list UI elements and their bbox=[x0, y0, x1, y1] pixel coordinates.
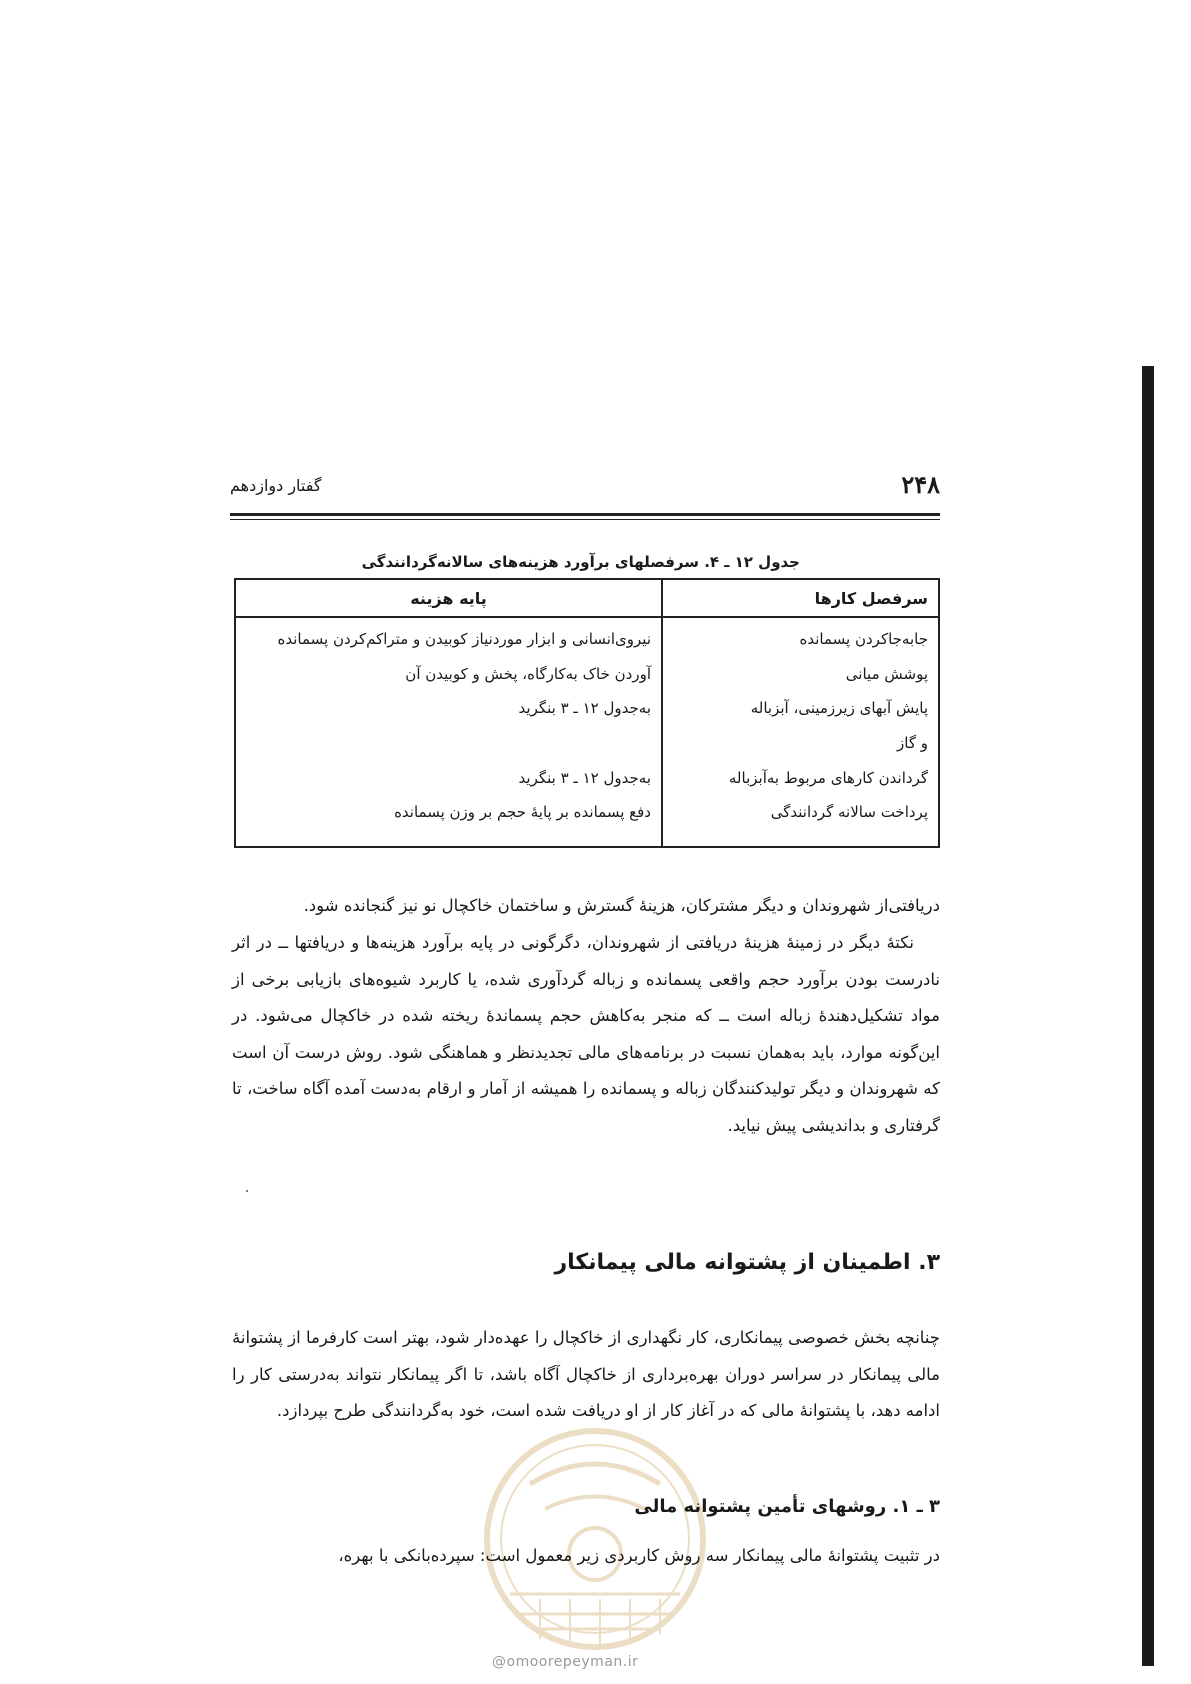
table-cell: جابه‌جاکردن پسمانده bbox=[799, 630, 928, 648]
basis-column-cell bbox=[235, 617, 662, 847]
column-header-item: سرفصل کارها bbox=[662, 579, 939, 617]
table-cell: نیروی‌انسانی و ابزار موردنیاز کوبیدن و متراکم‌کردن پسمانده bbox=[277, 630, 651, 648]
table-cell: به‌جدول ۱۲ ـ ۳ بنگرید bbox=[518, 699, 651, 718]
watermark-url: @omoorepeyman.ir bbox=[492, 1654, 639, 1670]
scan-edge-bar bbox=[1142, 366, 1154, 1666]
table-cell: دفع پسمانده بر پایهٔ حجم بر وزن پسمانده bbox=[394, 803, 651, 822]
page-header bbox=[230, 470, 940, 510]
table-cell: و گاز bbox=[897, 734, 928, 753]
paragraph-1: دریافتی‌از شهروندان و دیگر مشترکان، هزینهٔ گسترش و ساختمان خاکچال نو نیز گنجانده شود. bbox=[303, 896, 940, 915]
table-cell: پایش آبهای زیرزمینی، آبزباله bbox=[750, 699, 928, 718]
table-caption: جدول ۱۲ ـ ۴. سرفصلهای برآورد هزینه‌های سالانه‌گردانندگی bbox=[361, 553, 800, 571]
header-rule-thin bbox=[230, 519, 940, 520]
paragraph-2: نکتهٔ دیگر در زمینهٔ هزینهٔ دریافتی از شهروندان، دگرگونی در پایه برآورد هزینه‌ها و دریافتها ــ در اثر نادرست بودن برآورد حجم واقعی پسمانده و زباله گردآوری شده، یا کاربرد شیوه‌های بازیابی برخی از مواد تشکیل‌دهندهٔ زباله است ــ که منجر به‌کاهش حجم پسماندهٔ ریخته شده در خاکچال می‌شود. در این‌گونه موارد، باید به‌همان نسبت در برنامه‌های مالی تجدیدنظر و هماهنگی شود. روش درست آن است که شهروندان و دیگر تولیدکنندگان زباله و پسمانده را همیشه از آمار و ارقام به‌دست آمده آگاه ساخت، تا گرفتاری و بداندیشی پیش نیاید. bbox=[232, 933, 940, 1135]
table-cell: به‌جدول ۱۲ ـ ۳ بنگرید bbox=[518, 768, 651, 787]
table-header-row bbox=[235, 579, 939, 617]
cost-table bbox=[234, 578, 940, 848]
table-cell-empty bbox=[246, 726, 651, 761]
item-column-cell bbox=[662, 617, 939, 847]
table-cell: گرداندن کارهای مربوط به‌آبزباله bbox=[728, 768, 928, 787]
table-body-row bbox=[235, 617, 939, 847]
subsection-heading: ۳ ـ ۱. روشهای تأمین پشتوانه مالی bbox=[634, 1496, 940, 1517]
section-heading: ۳. اطمینان از پشتوانه مالی پیمانکار bbox=[554, 1250, 940, 1275]
paragraph-3: چنانچه بخش خصوصی پیمانکاری، کار نگهداری از خاکچال را عهده‌دار شود، بهتر است کارفرما از پشتوانهٔ مالی پیمانکار در سراسر دوران بهره‌برداری از خاکچال آگاه باشد، تا اگر پیمانکار نتواند به‌درستی کار را ادامه دهد، با پشتوانهٔ مالی که در آغاز کار از او دریافت شده است، خود به‌گردانندگی طرح بپردازد. bbox=[232, 1328, 940, 1420]
header-rule-thick bbox=[230, 513, 940, 516]
table-cell: پوشش میانی bbox=[845, 664, 928, 683]
paragraph-4: در تثبیت پشتوانهٔ مالی پیمانکار سه روش کاربردی زیر معمول است: سپرده‌بانکی با بهره، bbox=[338, 1546, 940, 1565]
cost-table-container bbox=[234, 578, 940, 848]
scan-speck bbox=[246, 1190, 248, 1192]
table-cell: آوردن خاک به‌کارگاه، پخش و کوبیدن آن bbox=[405, 664, 651, 683]
page-number: ۲۴۸ bbox=[901, 470, 940, 499]
table-cell: پرداخت سالانه گردانندگی bbox=[770, 803, 928, 822]
column-header-basis: پایه هزینه bbox=[235, 579, 662, 617]
chapter-title: گفتار دوازدهم bbox=[230, 476, 322, 495]
